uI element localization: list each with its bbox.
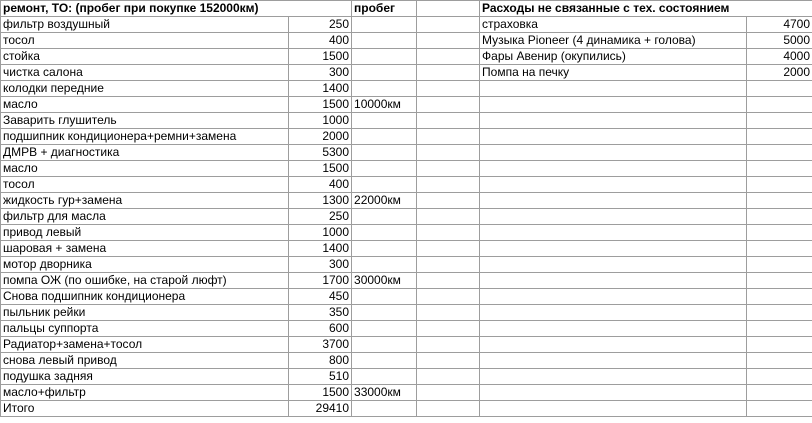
other-cost-cell[interactable] <box>747 321 812 337</box>
mileage-cell[interactable] <box>352 225 417 241</box>
empty-cell[interactable] <box>417 129 480 145</box>
cost-cell[interactable]: 800 <box>289 353 352 369</box>
grid-body <box>1 1 812 417</box>
item-cell[interactable]: подушка задняя <box>1 369 289 385</box>
empty-cell[interactable] <box>417 209 480 225</box>
item-cell[interactable]: стойка <box>1 49 289 65</box>
item-cell[interactable]: тосол <box>1 33 289 49</box>
item-cell[interactable]: масло+фильтр <box>1 385 289 401</box>
other-cost-cell[interactable] <box>747 97 812 113</box>
other-cost-cell[interactable] <box>747 225 812 241</box>
table-row <box>1 257 812 273</box>
table-row <box>1 225 812 241</box>
other-item-cell[interactable] <box>480 225 747 241</box>
other-item-cell[interactable] <box>480 129 747 145</box>
item-cell[interactable]: Снова подшипник кондиционера <box>1 289 289 305</box>
header-other-cell[interactable]: Расходы не связанные с тех. состоянием <box>480 1 812 17</box>
mileage-cell[interactable] <box>352 321 417 337</box>
table-row <box>1 289 812 305</box>
other-item-cell[interactable] <box>480 193 747 209</box>
table-row <box>1 65 812 81</box>
cost-cell[interactable]: 510 <box>289 369 352 385</box>
mileage-cell[interactable]: 33000км <box>352 385 417 401</box>
empty-cell[interactable] <box>417 385 480 401</box>
other-item-cell[interactable] <box>480 97 747 113</box>
empty-cell[interactable] <box>417 257 480 273</box>
cost-cell[interactable]: 1500 <box>289 161 352 177</box>
item-cell[interactable]: Радиатор+замена+тосол <box>1 337 289 353</box>
item-cell[interactable]: чистка салона <box>1 65 289 81</box>
header-mileage-cell[interactable]: пробег <box>352 1 417 17</box>
empty-cell[interactable] <box>417 1 480 17</box>
other-cost-cell[interactable] <box>747 385 812 401</box>
item-cell[interactable]: помпа ОЖ (по ошибке, на старой люфт) <box>1 273 289 289</box>
empty-cell[interactable] <box>417 81 480 97</box>
item-cell[interactable]: жидкость гур+замена <box>1 193 289 209</box>
other-cost-cell[interactable] <box>747 145 812 161</box>
table-row <box>1 353 812 369</box>
cost-cell[interactable]: 400 <box>289 33 352 49</box>
table-row <box>1 273 812 289</box>
cost-cell[interactable]: 300 <box>289 65 352 81</box>
item-cell[interactable]: подшипник кондиционера+ремни+замена <box>1 129 289 145</box>
mileage-cell[interactable] <box>352 81 417 97</box>
mileage-cell[interactable] <box>352 161 417 177</box>
other-cost-cell[interactable]: 4700 <box>747 17 812 33</box>
table-row <box>1 145 812 161</box>
mileage-cell[interactable] <box>352 337 417 353</box>
item-cell[interactable]: ДМРВ + диагностика <box>1 145 289 161</box>
table-row <box>1 49 812 65</box>
cost-cell[interactable]: 2000 <box>289 129 352 145</box>
empty-cell[interactable] <box>417 241 480 257</box>
table-row <box>1 385 812 401</box>
item-cell[interactable]: масло <box>1 161 289 177</box>
empty-cell[interactable] <box>417 321 480 337</box>
empty-cell[interactable] <box>417 369 480 385</box>
empty-cell[interactable] <box>417 225 480 241</box>
cost-cell[interactable]: 3700 <box>289 337 352 353</box>
other-cost-cell[interactable] <box>747 161 812 177</box>
item-cell[interactable]: снова левый привод <box>1 353 289 369</box>
cost-cell[interactable]: 1500 <box>289 97 352 113</box>
item-cell[interactable]: мотор дворника <box>1 257 289 273</box>
other-item-cell[interactable] <box>480 81 747 97</box>
other-cost-cell[interactable] <box>747 401 812 417</box>
cost-cell[interactable]: 350 <box>289 305 352 321</box>
cost-cell[interactable]: 1000 <box>289 225 352 241</box>
item-cell[interactable]: масло <box>1 97 289 113</box>
cost-cell[interactable]: 1500 <box>289 49 352 65</box>
header-row <box>1 1 812 17</box>
other-cost-cell[interactable] <box>747 369 812 385</box>
empty-cell[interactable] <box>417 97 480 113</box>
other-cost-cell[interactable]: 2000 <box>747 65 812 81</box>
other-cost-cell[interactable]: 5000 <box>747 33 812 49</box>
other-cost-cell[interactable]: 4000 <box>747 49 812 65</box>
cost-cell[interactable]: 1000 <box>289 113 352 129</box>
other-item-cell[interactable] <box>480 401 747 417</box>
mileage-cell[interactable]: 22000км <box>352 193 417 209</box>
empty-cell[interactable] <box>417 65 480 81</box>
other-cost-cell[interactable] <box>747 289 812 305</box>
other-item-cell[interactable] <box>480 337 747 353</box>
cost-cell[interactable]: 1400 <box>289 241 352 257</box>
other-item-cell[interactable]: Музыка Pioneer (4 динамика + голова) <box>480 33 747 49</box>
mileage-cell[interactable] <box>352 129 417 145</box>
table-row <box>1 321 812 337</box>
other-cost-cell[interactable] <box>747 257 812 273</box>
table-row <box>1 337 812 353</box>
cost-cell[interactable]: 450 <box>289 289 352 305</box>
other-item-cell[interactable] <box>480 273 747 289</box>
other-cost-cell[interactable] <box>747 129 812 145</box>
table-row <box>1 113 812 129</box>
empty-cell[interactable] <box>417 145 480 161</box>
other-item-cell[interactable] <box>480 209 747 225</box>
other-item-cell[interactable]: Фары Авенир (окупились) <box>480 49 747 65</box>
mileage-cell[interactable] <box>352 305 417 321</box>
item-cell[interactable]: пальцы суппорта <box>1 321 289 337</box>
other-item-cell[interactable] <box>480 241 747 257</box>
empty-cell[interactable] <box>417 273 480 289</box>
empty-cell[interactable] <box>417 289 480 305</box>
other-item-cell[interactable] <box>480 161 747 177</box>
cost-cell[interactable]: 29410 <box>289 401 352 417</box>
mileage-cell[interactable] <box>352 177 417 193</box>
mileage-cell[interactable] <box>352 241 417 257</box>
item-cell[interactable]: пыльник рейки <box>1 305 289 321</box>
other-cost-cell[interactable] <box>747 81 812 97</box>
other-item-cell[interactable] <box>480 145 747 161</box>
empty-cell[interactable] <box>417 337 480 353</box>
cost-cell[interactable]: 400 <box>289 177 352 193</box>
item-cell[interactable]: фильтр воздушный <box>1 17 289 33</box>
mileage-cell[interactable] <box>352 289 417 305</box>
table-row <box>1 129 812 145</box>
cost-cell[interactable]: 600 <box>289 321 352 337</box>
table-row <box>1 209 812 225</box>
other-item-cell[interactable] <box>480 321 747 337</box>
table-row <box>1 161 812 177</box>
empty-cell[interactable] <box>417 161 480 177</box>
mileage-cell[interactable] <box>352 369 417 385</box>
item-cell[interactable]: шаровая + замена <box>1 241 289 257</box>
empty-cell[interactable] <box>417 113 480 129</box>
mileage-cell[interactable] <box>352 113 417 129</box>
table-row <box>1 33 812 49</box>
cost-cell[interactable]: 250 <box>289 209 352 225</box>
mileage-cell[interactable] <box>352 65 417 81</box>
other-item-cell[interactable]: страховка <box>480 17 747 33</box>
item-cell[interactable]: колодки передние <box>1 81 289 97</box>
cost-cell[interactable]: 1500 <box>289 385 352 401</box>
empty-cell[interactable] <box>417 177 480 193</box>
table-row <box>1 17 812 33</box>
total-row <box>1 401 812 417</box>
table-row <box>1 97 812 113</box>
empty-cell[interactable] <box>417 33 480 49</box>
cost-cell[interactable]: 250 <box>289 17 352 33</box>
other-cost-cell[interactable] <box>747 353 812 369</box>
other-cost-cell[interactable] <box>747 337 812 353</box>
header-repair-cell[interactable]: ремонт, ТО: (пробег при покупке 152000км) <box>1 1 352 17</box>
empty-cell[interactable] <box>417 193 480 209</box>
mileage-cell[interactable] <box>352 353 417 369</box>
other-cost-cell[interactable] <box>747 305 812 321</box>
mileage-cell[interactable] <box>352 17 417 33</box>
cost-cell[interactable]: 300 <box>289 257 352 273</box>
item-cell[interactable]: фильтр для масла <box>1 209 289 225</box>
other-item-cell[interactable] <box>480 177 747 193</box>
other-item-cell[interactable] <box>480 353 747 369</box>
other-cost-cell[interactable] <box>747 209 812 225</box>
other-item-cell[interactable] <box>480 289 747 305</box>
empty-cell[interactable] <box>417 401 480 417</box>
other-cost-cell[interactable] <box>747 113 812 129</box>
table-row <box>1 241 812 257</box>
mileage-cell[interactable] <box>352 401 417 417</box>
other-cost-cell[interactable] <box>747 241 812 257</box>
table-row <box>1 305 812 321</box>
other-item-cell[interactable] <box>480 385 747 401</box>
mileage-cell[interactable] <box>352 209 417 225</box>
cost-cell[interactable]: 1300 <box>289 193 352 209</box>
table-row <box>1 81 812 97</box>
item-cell[interactable]: привод левый <box>1 225 289 241</box>
table-row <box>1 369 812 385</box>
other-item-cell[interactable]: Помпа на печку <box>480 65 747 81</box>
cost-cell[interactable]: 1400 <box>289 81 352 97</box>
other-cost-cell[interactable] <box>747 193 812 209</box>
other-item-cell[interactable] <box>480 369 747 385</box>
other-item-cell[interactable] <box>480 113 747 129</box>
other-item-cell[interactable] <box>480 305 747 321</box>
mileage-cell[interactable]: 30000км <box>352 273 417 289</box>
mileage-cell[interactable] <box>352 257 417 273</box>
empty-cell[interactable] <box>417 49 480 65</box>
other-cost-cell[interactable] <box>747 177 812 193</box>
empty-cell[interactable] <box>417 305 480 321</box>
empty-cell[interactable] <box>417 17 480 33</box>
other-item-cell[interactable] <box>480 257 747 273</box>
mileage-cell[interactable] <box>352 49 417 65</box>
empty-cell[interactable] <box>417 353 480 369</box>
item-cell[interactable]: тосол <box>1 177 289 193</box>
mileage-cell[interactable] <box>352 33 417 49</box>
mileage-cell[interactable] <box>352 145 417 161</box>
mileage-cell[interactable]: 10000км <box>352 97 417 113</box>
table-row <box>1 177 812 193</box>
item-cell[interactable]: Итого <box>1 401 289 417</box>
cost-cell[interactable]: 5300 <box>289 145 352 161</box>
item-cell[interactable]: Заварить глушитель <box>1 113 289 129</box>
cost-cell[interactable]: 1700 <box>289 273 352 289</box>
table-row <box>1 193 812 209</box>
other-cost-cell[interactable] <box>747 273 812 289</box>
